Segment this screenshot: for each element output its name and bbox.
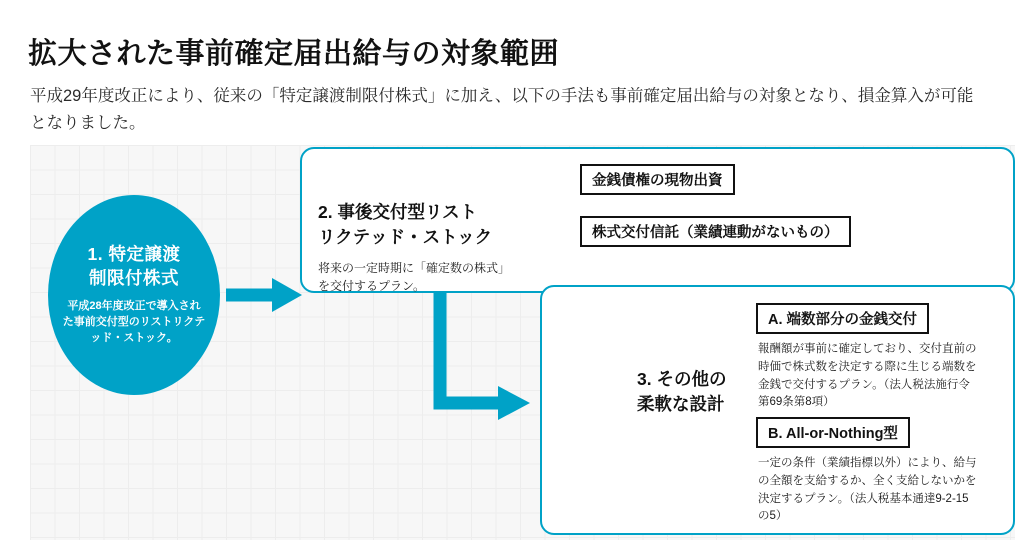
node1-ellipse[interactable] — [48, 195, 220, 395]
node3-item-a[interactable]: A. 端数部分の金銭交付 — [756, 303, 929, 334]
node2-item-2[interactable]: 株式交付信託（業績連動がないもの） — [580, 216, 851, 247]
node2-heading-line2: リクテッド・ストック — [318, 226, 493, 247]
diagram-canvas — [30, 145, 1015, 540]
node1-heading — [88, 243, 181, 290]
node2-item-1[interactable]: 金銭債権の現物出資 — [580, 164, 735, 195]
node2-subtext: 将来の一定時期に「確定数の株式」を交付するプラン。 — [318, 260, 505, 294]
node3-item-a-note: 報酬額が事前に確定しており、交付直前の時価で株式数を決定する際に生じる端数を金銭で交付するプラン。（法人税法施行令第69条第8項） — [758, 343, 977, 409]
node1-heading-line1: 1. 特定譲渡 — [87, 244, 181, 265]
node1-subtext: 平成28年度改正で導入された事前交付型のリストリクテッド・ストック。 — [62, 299, 206, 344]
node3-item-b[interactable]: B. All-or-Nothing型 — [756, 417, 910, 448]
page-title: 拡大された事前確定届出給与の対象範囲 — [28, 38, 560, 71]
arrow-node2-to-node3 — [440, 293, 530, 420]
node3-heading — [637, 367, 767, 418]
node2-label — [318, 200, 508, 296]
node2-heading-line1: 2. 事後交付型リスト — [318, 202, 478, 222]
node3-heading-line2: 柔軟な設計 — [637, 394, 725, 415]
node3-heading-line1: 3. その他の — [637, 369, 727, 389]
node3-label — [637, 367, 767, 418]
page-lead-text: 平成29年度改正により、従来の「特定譲渡制限付株式」に加え、以下の手法も事前確定届出給与の対象となり、損金算入が可能となりました。 — [30, 86, 974, 132]
node1-heading-line2: 制限付株式 — [89, 268, 179, 289]
arrow-node1-to-node2 — [226, 278, 302, 312]
node3-item-b-note: 一定の条件（業績指標以外）により、給与の全額を支給するか、全く支給しないかを決定するプラン。（法人税基本通達9-2-15の5） — [758, 457, 977, 523]
node2-heading — [318, 200, 508, 250]
